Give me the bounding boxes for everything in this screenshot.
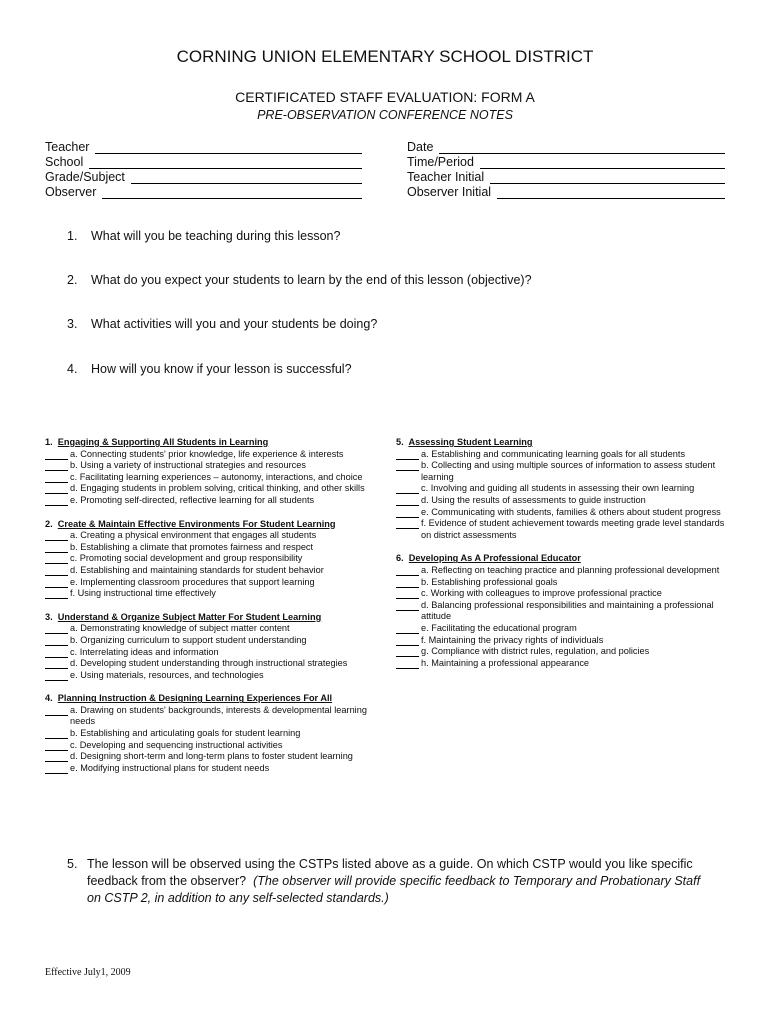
check-blank[interactable]	[45, 740, 68, 751]
cstp-number: 5.	[396, 437, 404, 447]
cstp-item	[396, 565, 726, 577]
teacher-initial-input-line[interactable]	[490, 171, 725, 184]
question-5-note-a: (The observer will provide specific feedback to Temporary and Probationary Staff	[253, 874, 701, 888]
cstp-item-text: a. Creating a physical environment that engages all students	[70, 530, 317, 541]
check-blank[interactable]	[45, 530, 68, 541]
cstp-heading	[45, 437, 375, 449]
cstp-heading	[396, 553, 726, 565]
cstp-item-text: c. Working with colleagues to improve professional practice	[421, 588, 662, 599]
section-gap	[45, 681, 375, 693]
cstp-item	[396, 495, 726, 507]
school-label: School	[45, 155, 84, 169]
question-text: What do you expect your students to learn by the end of this lesson (objective)?	[91, 273, 532, 287]
cstp-title: Create & Maintain Effective Environments For Student Learning	[57, 518, 336, 529]
question-number: 1.	[67, 229, 78, 243]
cstp-item	[45, 542, 375, 554]
check-blank[interactable]	[396, 507, 419, 518]
check-blank[interactable]	[396, 588, 419, 599]
question-4	[67, 362, 352, 376]
cstp-item-text: c. Involving and guiding all students in assessing their own learning	[421, 483, 695, 494]
cstp-list-left	[45, 437, 375, 774]
cstp-item-text: d. Developing student understanding through instructional strategies	[70, 658, 348, 669]
question-text: What will you be teaching during this lesson?	[91, 229, 341, 243]
cstp-item-text: e. Modifying instructional plans for student needs	[70, 762, 270, 773]
cstp-title: Developing As A Professional Educator	[408, 553, 581, 564]
cstp-item-text: b. Using a variety of instructional strategies and resources	[70, 460, 306, 471]
cstp-item	[45, 728, 375, 740]
cstp-number: 4.	[45, 693, 53, 704]
time-period-input-line[interactable]	[480, 156, 725, 169]
form-subtitle: PRE-OBSERVATION CONFERENCE NOTES	[257, 108, 513, 122]
section-gap	[396, 541, 726, 553]
cstp-item	[396, 483, 726, 495]
cstp-heading	[45, 693, 375, 705]
cstp-item	[45, 460, 375, 472]
cstp-item-text: a. Establishing and communicating learning goals for all students	[421, 448, 686, 459]
section-gap	[45, 600, 375, 612]
check-blank[interactable]	[45, 483, 68, 494]
question-text: What activities will you and your students be doing?	[91, 317, 378, 331]
check-blank[interactable]	[45, 449, 68, 460]
cstp-item	[45, 577, 375, 589]
cstp-item	[45, 449, 375, 461]
cstp-heading	[45, 519, 375, 531]
check-blank[interactable]	[45, 588, 68, 599]
cstp-number: 6.	[396, 553, 404, 564]
cstp-item	[45, 705, 375, 728]
check-blank[interactable]	[396, 495, 419, 506]
question-2	[67, 273, 532, 287]
observer-label: Observer	[45, 185, 97, 199]
question-number: 5.	[67, 857, 78, 871]
check-blank[interactable]	[396, 483, 419, 494]
cstp-item-text: a. Drawing on students' backgrounds, interests & developmental learning needs	[70, 704, 367, 727]
observer-field[interactable]	[45, 184, 362, 199]
observer-input-line[interactable]	[102, 186, 362, 199]
check-blank[interactable]	[396, 646, 419, 657]
school-field[interactable]	[45, 154, 362, 169]
check-blank[interactable]	[45, 542, 68, 553]
observer-initial-input-line[interactable]	[497, 186, 725, 199]
cstp-title: Planning Instruction & Designing Learning Experiences For All	[57, 693, 333, 704]
cstp-item-text: h. Maintaining a professional appearance	[421, 657, 590, 668]
cstp-item-text: e. Communicating with students, families & others about student progress	[421, 506, 721, 517]
cstp-item	[45, 483, 375, 495]
cstp-item-text: b. Establishing a climate that promotes fairness and respect	[70, 541, 314, 552]
check-blank[interactable]	[396, 565, 419, 576]
question-1	[67, 229, 340, 243]
cstp-item-text: b. Collecting and using multiple sources of information to assess student learning	[421, 460, 716, 482]
cstp-item	[396, 460, 726, 483]
cstp-item-text: g. Compliance with district rules, regulation, and policies	[421, 646, 650, 657]
check-blank[interactable]	[396, 623, 419, 634]
cstp-item	[396, 449, 726, 461]
question-5-note-b: on CSTP 2, in addition to any self-selected standards.)	[87, 891, 389, 905]
question-5-text-b: feedback from the observer?	[87, 874, 247, 888]
cstp-item-text: e. Implementing classroom procedures that support learning	[70, 576, 315, 587]
cstp-item	[45, 635, 375, 647]
check-blank[interactable]	[45, 460, 68, 471]
cstp-heading	[396, 437, 726, 449]
date-field[interactable]	[407, 139, 725, 154]
cstp-item-text: a. Demonstrating knowledge of subject matter content	[70, 623, 290, 634]
cstp-item	[396, 635, 726, 647]
cstp-item-text: c. Developing and sequencing instructional activities	[70, 739, 283, 750]
cstp-item-text: b. Establishing and articulating goals for student learning	[70, 728, 301, 739]
observer-initial-label: Observer Initial	[407, 185, 492, 199]
grade-subject-field[interactable]	[45, 169, 362, 184]
cstp-item-text: a. Reflecting on teaching practice and planning professional development	[421, 564, 720, 575]
check-blank[interactable]	[45, 472, 68, 483]
school-input-line[interactable]	[89, 156, 362, 169]
check-blank[interactable]	[45, 670, 68, 681]
observer-initial-field[interactable]	[407, 184, 725, 199]
cstp-number: 2.	[45, 518, 53, 529]
check-blank[interactable]	[45, 623, 68, 634]
cstp-item-text: b. Organizing curriculum to support student understanding	[70, 634, 307, 645]
cstp-item	[396, 646, 726, 658]
cstp-item-text: d. Designing short-term and long-term plans to foster student learning	[70, 751, 353, 762]
check-blank[interactable]	[45, 658, 68, 669]
section-gap	[45, 507, 375, 519]
cstp-title: Understand & Organize Subject Matter For Student Learning	[57, 611, 322, 622]
cstp-item-text: a. Connecting students' prior knowledge, life experience & interests	[70, 448, 344, 459]
check-blank[interactable]	[45, 763, 68, 774]
cstp-item-text: e. Using materials, resources, and technologies	[70, 669, 264, 680]
teacher-label: Teacher	[45, 140, 90, 154]
grade-subject-input-line[interactable]	[131, 171, 362, 184]
date-input-line[interactable]	[439, 141, 725, 154]
check-blank[interactable]	[45, 728, 68, 739]
cstp-number: 1.	[45, 437, 53, 447]
cstp-item-text: d. Using the results of assessments to guide instruction	[421, 494, 646, 505]
time-period-label: Time/Period	[407, 155, 474, 169]
cstp-item-text: c. Interrelating ideas and information	[70, 646, 219, 657]
cstp-item	[396, 600, 726, 623]
question-5	[67, 856, 717, 907]
cstp-number: 3.	[45, 611, 53, 622]
check-blank[interactable]	[45, 647, 68, 658]
time-period-field[interactable]	[407, 154, 725, 169]
check-blank[interactable]	[45, 553, 68, 564]
cstp-item-text: e. Facilitating the educational program	[421, 622, 577, 633]
cstp-item-text: d. Engaging students in problem solving, critical thinking, and other skills	[70, 483, 365, 494]
check-blank[interactable]	[396, 518, 419, 529]
cstp-item	[396, 623, 726, 635]
cstp-item	[396, 507, 726, 519]
grade-subject-label: Grade/Subject	[45, 170, 125, 184]
teacher-initial-label: Teacher Initial	[407, 170, 485, 184]
cstp-item	[396, 577, 726, 589]
check-blank[interactable]	[396, 600, 419, 611]
cstp-item-text: f. Using instructional time effectively	[70, 588, 216, 599]
check-blank[interactable]	[396, 658, 419, 669]
cstp-item-text: c. Facilitating learning experiences – autonomy, interactions, and choice	[70, 471, 363, 482]
cstp-item	[45, 658, 375, 670]
question-5-text-a: The lesson will be observed using the CSTPs listed above as a guide. On which CSTP would you like specific	[87, 857, 693, 871]
check-blank[interactable]	[45, 705, 68, 716]
cstp-item	[45, 670, 375, 682]
cstp-item-text: f. Maintaining the privacy rights of individuals	[421, 634, 604, 645]
check-blank[interactable]	[45, 751, 68, 762]
cstp-heading	[45, 612, 375, 624]
cstp-item	[45, 495, 375, 507]
cstp-item	[45, 647, 375, 659]
cstp-item-text: d. Establishing and maintaining standards for student behavior	[70, 564, 324, 575]
cstp-item-text: f. Evidence of student achievement towards meeting grade level standards on district assessments	[421, 518, 725, 540]
teacher-initial-field[interactable]	[407, 169, 725, 184]
cstp-item-text: e. Promoting self-directed, reflective learning for all students	[70, 494, 315, 505]
cstp-item	[396, 588, 726, 600]
district-title: CORNING UNION ELEMENTARY SCHOOL DISTRICT	[176, 47, 594, 66]
cstp-item	[45, 740, 375, 752]
teacher-field[interactable]	[45, 139, 362, 154]
check-blank[interactable]	[45, 577, 68, 588]
effective-date-footer: Effective July1, 2009	[45, 967, 131, 978]
question-3	[67, 317, 377, 331]
cstp-item-text: b. Establishing professional goals	[421, 576, 558, 587]
cstp-title: Engaging & Supporting All Students in Learning	[57, 437, 269, 447]
cstp-item	[396, 518, 726, 541]
check-blank[interactable]	[396, 449, 419, 460]
cstp-item	[45, 472, 375, 484]
date-label: Date	[407, 140, 434, 154]
cstp-item	[45, 553, 375, 565]
check-blank[interactable]	[45, 565, 68, 576]
cstp-item	[45, 623, 375, 635]
cstp-item	[45, 763, 375, 775]
check-blank[interactable]	[45, 495, 68, 506]
form-title: CERTIFICATED STAFF EVALUATION: FORM A	[235, 89, 535, 105]
cstp-list-right	[396, 437, 726, 669]
check-blank[interactable]	[396, 460, 419, 471]
check-blank[interactable]	[45, 635, 68, 646]
cstp-item	[396, 658, 726, 670]
question-number: 3.	[67, 317, 78, 331]
cstp-item	[45, 565, 375, 577]
question-number: 2.	[67, 273, 78, 287]
cstp-item-text: d. Balancing professional responsibilities and maintaining a professional attitude	[421, 599, 714, 622]
teacher-input-line[interactable]	[95, 141, 362, 154]
cstp-item	[45, 530, 375, 542]
cstp-title: Assessing Student Learning	[408, 437, 533, 447]
question-text: How will you know if your lesson is successful?	[91, 362, 352, 376]
cstp-item-text: c. Promoting social development and group responsibility	[70, 553, 303, 564]
check-blank[interactable]	[396, 577, 419, 588]
cstp-item	[45, 751, 375, 763]
question-number: 4.	[67, 362, 78, 376]
cstp-item	[45, 588, 375, 600]
check-blank[interactable]	[396, 635, 419, 646]
